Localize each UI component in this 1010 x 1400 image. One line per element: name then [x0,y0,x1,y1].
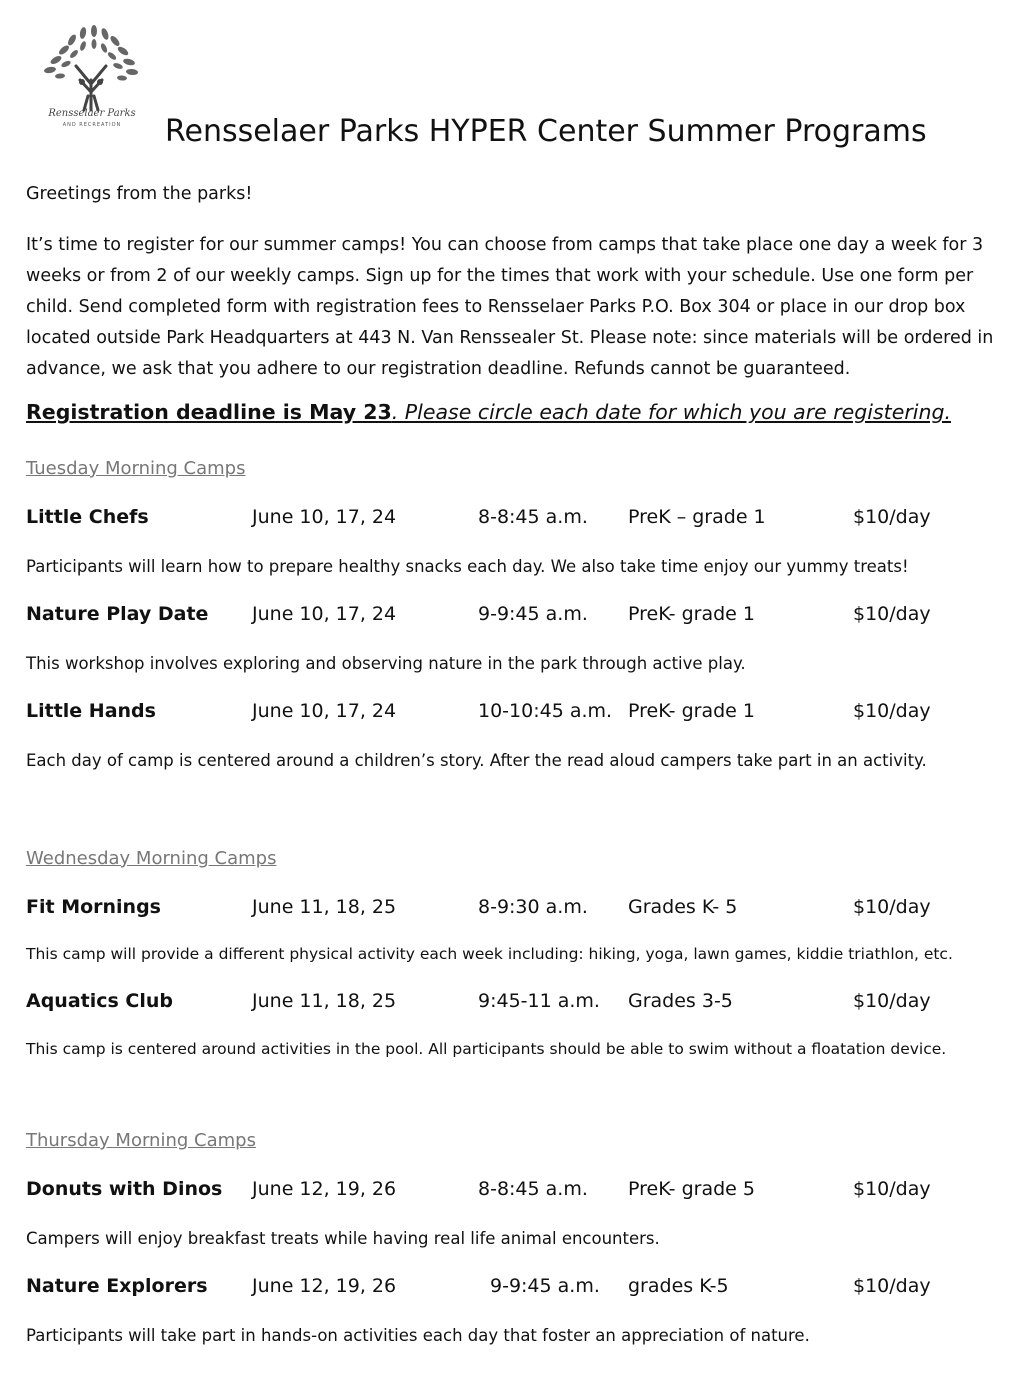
camp-row-fit-mornings [0,896,1010,922]
camp-name: Little Hands [26,700,156,722]
camp-row-little-hands [0,700,1010,726]
camp-row-donuts-with-dinos [0,1178,1010,1204]
camp-description: This camp is centered around activities in the pool. All participants should be able to swim without a floatation device. [26,1040,947,1058]
camp-grades: grades K-5 [628,1275,729,1297]
camp-dates: June 11, 18, 25 [252,896,397,918]
camp-grades: Grades 3-5 [628,990,733,1012]
camp-time: 9-9:45 a.m. [490,1275,600,1297]
camp-description: This camp will provide a different physical activity each week including: hiking, yoga, lawn games, kiddie triathlon, etc. [26,945,953,963]
logo-text: Rensselaer Parks [48,108,136,119]
camp-description: Each day of camp is centered around a children’s story. After the read aloud campers take part in an activity. [26,751,927,770]
camp-row-aquatics-club [0,990,1010,1016]
parks-logo [36,22,146,144]
page-title: Rensselaer Parks HYPER Center Summer Programs [165,114,927,149]
greeting: Greetings from the parks! [26,184,253,204]
camp-grades: Grades K- 5 [628,896,738,918]
camp-description: Participants will learn how to prepare healthy snacks each day. We also take time enjoy our yummy treats! [26,557,909,576]
registration-deadline [26,400,951,424]
logo-subtext: AND RECREATION [62,122,122,128]
camp-price: $10/day [853,506,931,528]
camp-price: $10/day [853,1178,931,1200]
camp-name: Donuts with Dinos [26,1178,223,1200]
section-heading-thursday: Thursday Morning Camps [26,1130,256,1151]
camp-row-nature-play-date [0,603,1010,629]
camp-time: 8-8:45 a.m. [478,506,588,528]
camp-price: $10/day [853,603,931,625]
intro-paragraph [26,230,1006,385]
camp-dates: June 12, 19, 26 [252,1275,397,1297]
intro-line: weeks or from 2 of our weekly camps. Sign up for the times that work with your schedule. Use one form per [26,266,974,286]
intro-line: advance, we ask that you adhere to our registration deadline. Refunds cannot be guaranteed. [26,359,851,379]
camp-dates: June 11, 18, 25 [252,990,397,1012]
camp-row-little-chefs [0,506,1010,532]
section-heading-wednesday: Wednesday Morning Camps [26,848,277,869]
camp-price: $10/day [853,990,931,1012]
camp-grades: PreK- grade 5 [628,1178,755,1200]
camp-name: Nature Explorers [26,1275,208,1297]
camp-price: $10/day [853,1275,931,1297]
camp-name: Fit Mornings [26,896,161,918]
camp-name: Aquatics Club [26,990,174,1012]
camp-name: Little Chefs [26,506,149,528]
camp-dates: June 10, 17, 24 [252,603,397,625]
camp-price: $10/day [853,700,931,722]
camp-description: Participants will take part in hands-on activities each day that foster an appreciation of nature. [26,1326,810,1345]
intro-line: located outside Park Headquarters at 443 N. Van Renssealer St. Please note: since materials will be ordered in [26,328,994,348]
intro-line: child. Send completed form with registration fees to Rensselaer Parks P.O. Box 304 or place in our drop box [26,297,966,317]
camp-time: 8-9:30 a.m. [478,896,588,918]
camp-time: 8-8:45 a.m. [478,1178,588,1200]
camp-dates: June 10, 17, 24 [252,700,397,722]
camp-description: Campers will enjoy breakfast treats while having real life animal encounters. [26,1229,660,1248]
camp-description: This workshop involves exploring and observing nature in the park through active play. [26,654,746,673]
deadline-instruction: . Please circle each date for which you are registering. [391,400,951,424]
camp-time: 9:45-11 a.m. [478,990,600,1012]
camp-time: 10-10:45 a.m. [478,700,613,722]
deadline-date: Registration deadline is May 23 [26,400,392,424]
camp-row-nature-explorers [0,1275,1010,1301]
camp-grades: PreK- grade 1 [628,700,755,722]
camp-dates: June 10, 17, 24 [252,506,397,528]
camp-grades: PreK – grade 1 [628,506,766,528]
camp-name: Nature Play Date [26,603,209,625]
intro-line: It’s time to register for our summer camps! You can choose from camps that take place one day a week for 3 [26,235,984,255]
camp-grades: PreK- grade 1 [628,603,755,625]
camp-time: 9-9:45 a.m. [478,603,588,625]
camp-price: $10/day [853,896,931,918]
tree-icon [36,22,146,112]
section-heading-tuesday: Tuesday Morning Camps [26,458,246,479]
camp-dates: June 12, 19, 26 [252,1178,397,1200]
